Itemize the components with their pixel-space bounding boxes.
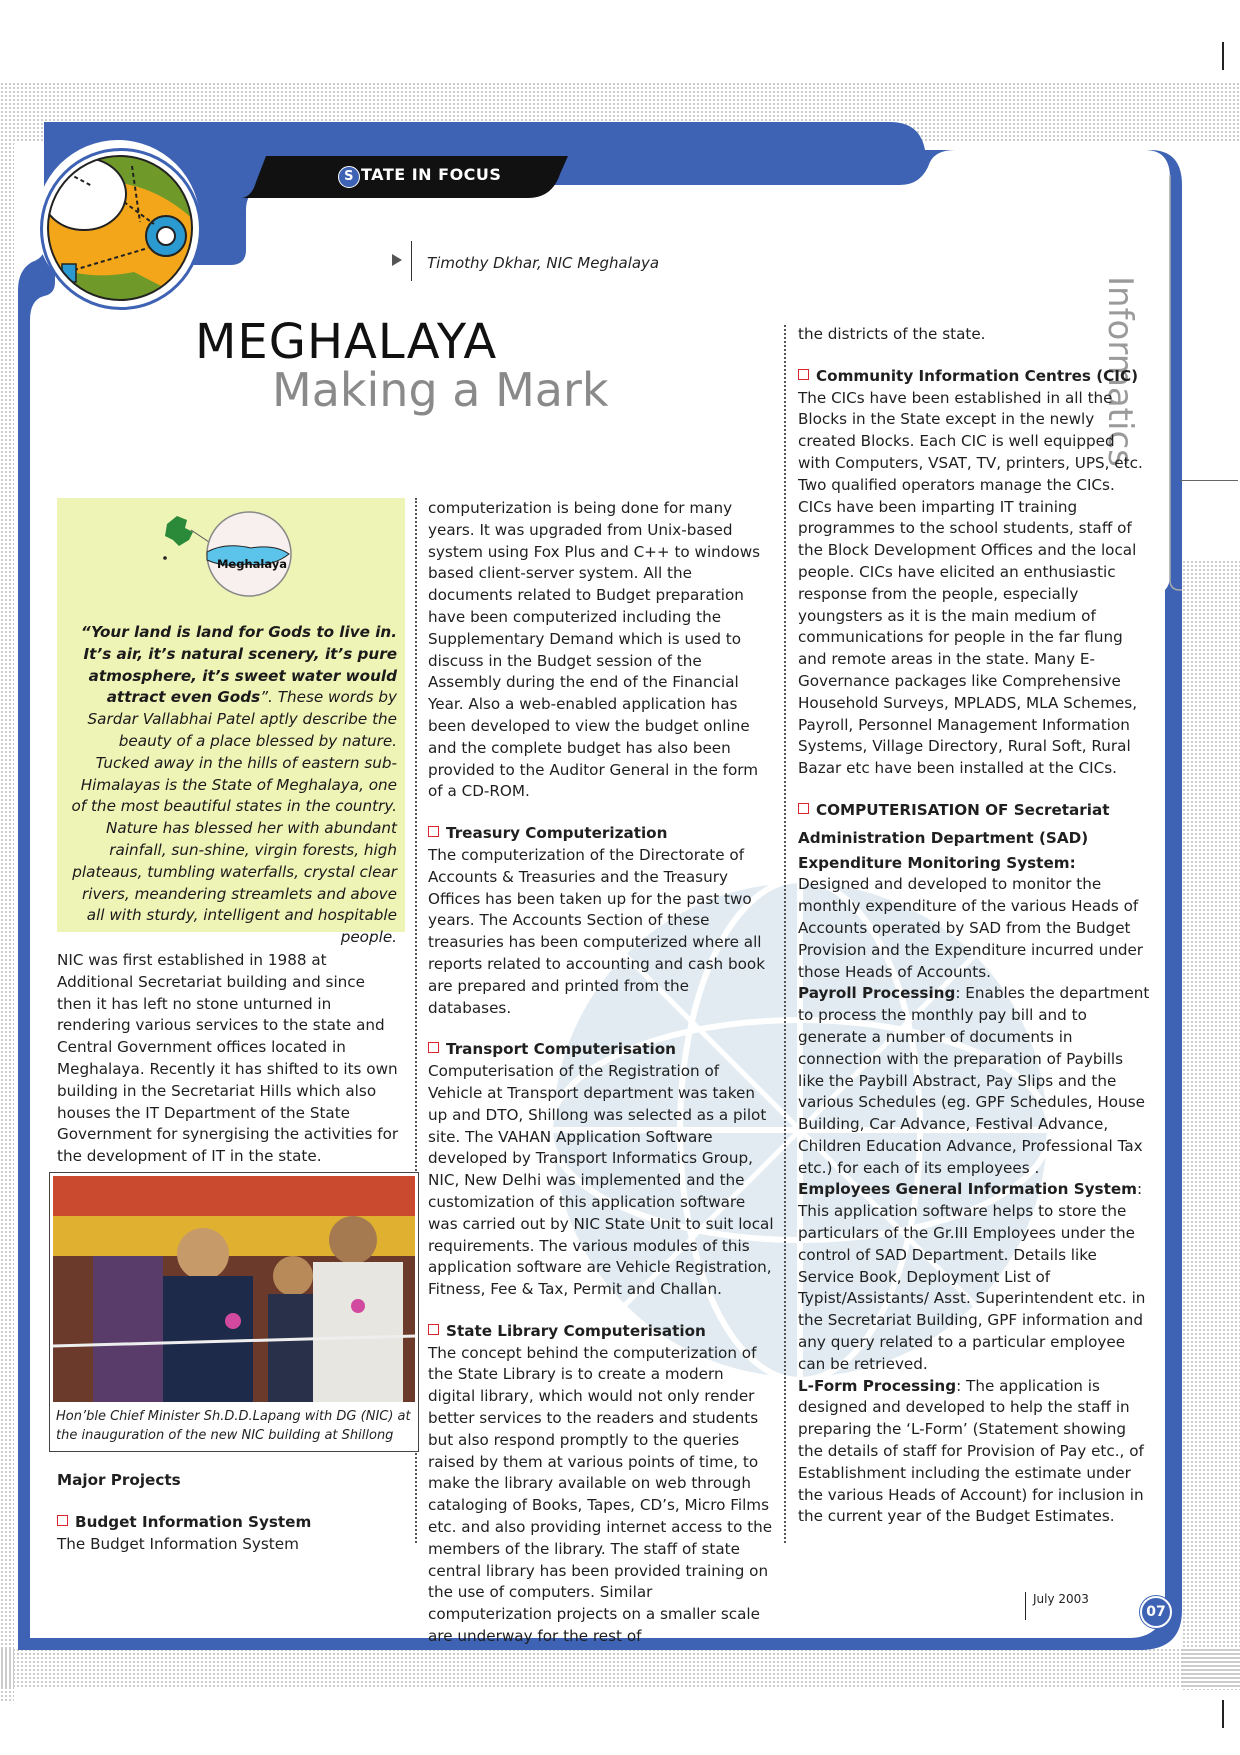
page-subtitle: Making a Mark [272, 363, 609, 417]
ems-label: Expenditure Monitoring System: [798, 853, 1076, 872]
play-marker-icon [392, 254, 402, 266]
bullet-square-icon [798, 369, 809, 380]
budget-continued: computerization is being done for many years. It was upgraded from Unix-based system using Fox Plus and C++ to windows based client-server system. All the documents related to Budget preparation have been computerized including the Supplementary Demand which is used to discuss in the Budget session of the Assembly during the end of the Financial Year. Also a web-enabled application has been developed to view the budget online and the complete budget has also been provided to the Auditor General in the form of a CD-ROM. [428, 499, 761, 801]
budget-text: The Budget Information System [57, 1534, 299, 1553]
major-projects-heading: Major Projects [57, 1471, 181, 1489]
library-heading [428, 1321, 775, 1343]
photo-caption: Hon’ble Chief Minister Sh.D.D.Lapang with DG (NIC) at the inauguration of the new NIC building at Shillong [56, 1409, 411, 1443]
transport-heading-text: Transport Computerisation [446, 1040, 676, 1059]
issue-date: July 2003 [1033, 1592, 1089, 1606]
column-2 [428, 498, 775, 1648]
lform-paragraph [798, 1376, 1150, 1529]
page-title: MEGHALAYA [195, 314, 498, 370]
budget-heading [57, 1512, 402, 1534]
cic-text: The CICs have been established in all the Blocks in the State except in the newly created Blocks. Each CIC is well equipped with Computers, VSAT, TV, printers, UPS, etc. Two qualified operators manage the CICs. CICs have been imparting IT training programmes to the school students, staff of the Block Development Offices and the local people. CICs have elicited an enthusiastic response from the people, especially youngsters as it is the main medium of communications for people in the far flung and remote areas in the state. Many E-Governance packages like Comprehensive Household Surveys, MPLADS, MLA Schemes, Payroll, Personnel Management Information Systems, Village Directory, Rural Soft, Rural Bazar etc have been installed at the CICs. [798, 388, 1143, 778]
quote-bold: “Your land is land for Gods to live in. It’s air, it’s natural scenery, it’s pure atmosphere, it’s sweet water would attract even Gods [80, 623, 397, 707]
bullet-square-icon [428, 1042, 439, 1053]
photo-frame [49, 1172, 419, 1452]
column-3 [798, 324, 1150, 1528]
treasury-heading-text: Treasury Computerization [446, 824, 668, 843]
column-1-projects [57, 1470, 402, 1555]
transport-heading [428, 1039, 775, 1061]
sad-heading-line-2: Administration Department (SAD) [798, 828, 1089, 847]
lform-text: : The application is designed and developed to help the staff in preparing the ‘L-Form’ (Statement showing the details of staff for Provision of Pay etc., of Establishment including the estimate under the various Heads of Account) for inclusion in the current year of the Budget Estimates. [798, 1376, 1144, 1526]
author-divider [411, 241, 412, 281]
treasury-heading [428, 823, 775, 845]
satellite-logo-icon [44, 152, 196, 304]
bullet-square-icon [428, 826, 439, 837]
treasury-text: The computerization of the Directorate of Accounts & Treasuries and the Treasury Offices has been taken up for the past two years. The Accounts Section of these treasuries has been computerized where all reports related to accounting and cash book are prepared and printed from the databases. [428, 845, 766, 1017]
sad-heading-line-1: COMPUTERISATION OF Secretariat [816, 800, 1110, 819]
inauguration-photo [53, 1176, 415, 1402]
lform-label: L-Form Processing [798, 1376, 957, 1395]
author-byline: Timothy Dkhar, NIC Meghalaya [427, 254, 660, 272]
payroll-text: : Enables the department to process the monthly pay bill and to generate a number of documents in connection with the preparation of Paybills like the Paybill Abstract, Pay Slips and the various Schedules (eg. GPF Schedules, House Building, Car Advance, Festival Advance, Children Education Advance, Professional Tax etc.) for each of its employees . [798, 984, 1150, 1177]
cic-heading [798, 366, 1150, 388]
payroll-label: Payroll Processing [798, 984, 956, 1003]
library-continued: the districts of the state. [798, 325, 986, 343]
quote-box [57, 498, 405, 947]
column-1-intro [57, 950, 402, 1168]
map-label: Meghalaya [216, 557, 288, 571]
library-heading-text: State Library Computerisation [446, 1321, 706, 1340]
section-label: TATE IN FOCUS [361, 165, 502, 184]
egis-paragraph [798, 1179, 1150, 1375]
bullet-square-icon [428, 1324, 439, 1335]
quote-rest: ”. These words by Sardar Vallabhai Patel aptly describe the beauty of a place blessed by nature. Tucked away in the hills of eastern sub-Himalayas is the State of Meghalaya, one of the most beautiful states in the country. Nature has blessed her with abundant rainfall, sun-shine, virgin forests, high plateaus, tumbling waterfalls, crystal clear rivers, meandering streamlets and above all with sturdy, intelligent and hospitable people. [71, 688, 397, 947]
egis-text: : This application software helps to store the particulars of the Gr.III Employees under the control of SAD Department. Details like Service Book, Deployment List of Typist/Assistants/ Asst. Superintendent etc. in the Secretariat Building, GPF information and any query related to a particular employee can be retrieved. [798, 1180, 1146, 1373]
quote-text [67, 622, 397, 949]
footer-divider [1025, 1592, 1026, 1620]
transport-text: Computerisation of the Registration of Vehicle at Transport department was taken up and DTO, Shillong was selected as a pilot site. The VAHAN Application Software developed by Transport Informatics Group, NIC, New Delhi was implemented and the customization of this application software was carried out by NIC State Unit to suit local requirements. The various modules of this application software are Vehicle Registration, Fitness, Fee & Tax, Permit and Challan. [428, 1062, 774, 1299]
cic-heading-text: Community Information Centres (CIC) [816, 366, 1139, 385]
india-map-icon [155, 510, 345, 600]
column-divider-2 [784, 325, 786, 1543]
section-tab [242, 156, 568, 198]
ems-text: Designed and developed to monitor the monthly expenditure of the various Heads of Accounts operated by SAD from the Budget Provision and the Expenditure incurred under those Heads of Accounts. [798, 875, 1144, 981]
sad-heading [798, 800, 1150, 822]
library-text: The concept behind the computerization of the State Library is to create a modern digital library, which would not only render better services to the readers and students but also respond promptly to the queries raised by them at various points of time, to make the library available on web through cataloging of Books, Tapes, CD’s, Micro Films etc. and also providing internet access to the members of the library. The staff of state central library has been provided training on the use of computers. Similar computerization projects on a smaller scale are underway for the rest of [428, 1343, 773, 1646]
egis-label: Employees General Information System [798, 1180, 1137, 1199]
ems-paragraph [798, 853, 1150, 984]
side-title: Informatics [1100, 276, 1140, 467]
page-number: 07 [1140, 1596, 1172, 1628]
section-badge: S [338, 166, 360, 188]
intro-paragraph: NIC was first established in 1988 at Additional Secretariat building and since then it has left no stone unturned in rendering various services to the state and Central Government offices located in Meghalaya. Recently it has shifted to its own building in the Secretariat Hills which also houses the IT Department of the State Government for synergising the activities for the development of IT in the state. [57, 951, 399, 1166]
bullet-square-icon [57, 1515, 68, 1526]
budget-heading-text: Budget Information System [75, 1512, 312, 1531]
side-title-rule [1180, 480, 1238, 481]
payroll-paragraph [798, 983, 1150, 1179]
bullet-square-icon [798, 803, 809, 814]
